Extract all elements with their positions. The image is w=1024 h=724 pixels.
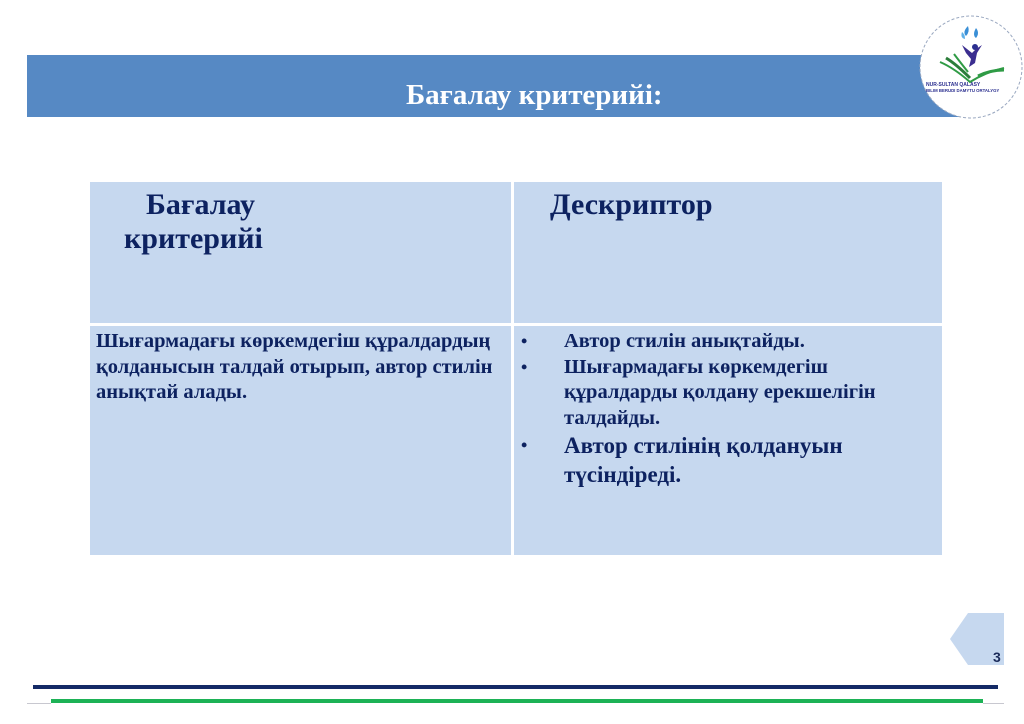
criterion-cell bbox=[90, 326, 511, 555]
footer-line-green bbox=[51, 699, 983, 703]
slide-title: Бағалау критерийі: bbox=[406, 79, 663, 111]
header-criterion: Бағалау критерийі bbox=[124, 188, 263, 255]
svg-text:BILIM BERUDI DAMYTU ORTALYGY: BILIM BERUDI DAMYTU ORTALYGY bbox=[926, 88, 1000, 93]
descriptor-item: • Автор стилін анықтайды. bbox=[514, 329, 934, 355]
organization-logo bbox=[918, 14, 1024, 120]
bullet-icon: • bbox=[521, 356, 528, 377]
footer-line-gray-left bbox=[27, 703, 51, 704]
header-descriptor: Дескриптор bbox=[550, 188, 713, 221]
bullet-icon: • bbox=[521, 435, 528, 455]
header-descriptor-cell bbox=[514, 182, 942, 323]
assessment-table bbox=[90, 182, 942, 555]
descriptor-item: • Шығармадағы көркемдегіш құралдарды қолдану ерекшелігін талдайды. bbox=[521, 355, 876, 429]
logo-emblem-icon bbox=[918, 14, 1024, 120]
descriptor-list bbox=[514, 329, 934, 489]
bullet-icon: • bbox=[521, 331, 528, 351]
criterion-text: Шығармадағы көркемдегіш құралдардың қолданысын талдай отырып, автор стилін анықтай алады. bbox=[96, 330, 493, 403]
header-criterion-cell bbox=[90, 182, 511, 323]
footer-line-gray-right bbox=[983, 703, 1004, 704]
footer-line-navy bbox=[33, 685, 998, 689]
descriptor-item: • Автор стилінің қолдануын түсіндіреді. bbox=[521, 433, 843, 487]
svg-text:NUR-SULTAN QALASY: NUR-SULTAN QALASY bbox=[926, 82, 981, 88]
page-number: 3 bbox=[993, 649, 1001, 665]
descriptor-cell bbox=[514, 326, 942, 555]
